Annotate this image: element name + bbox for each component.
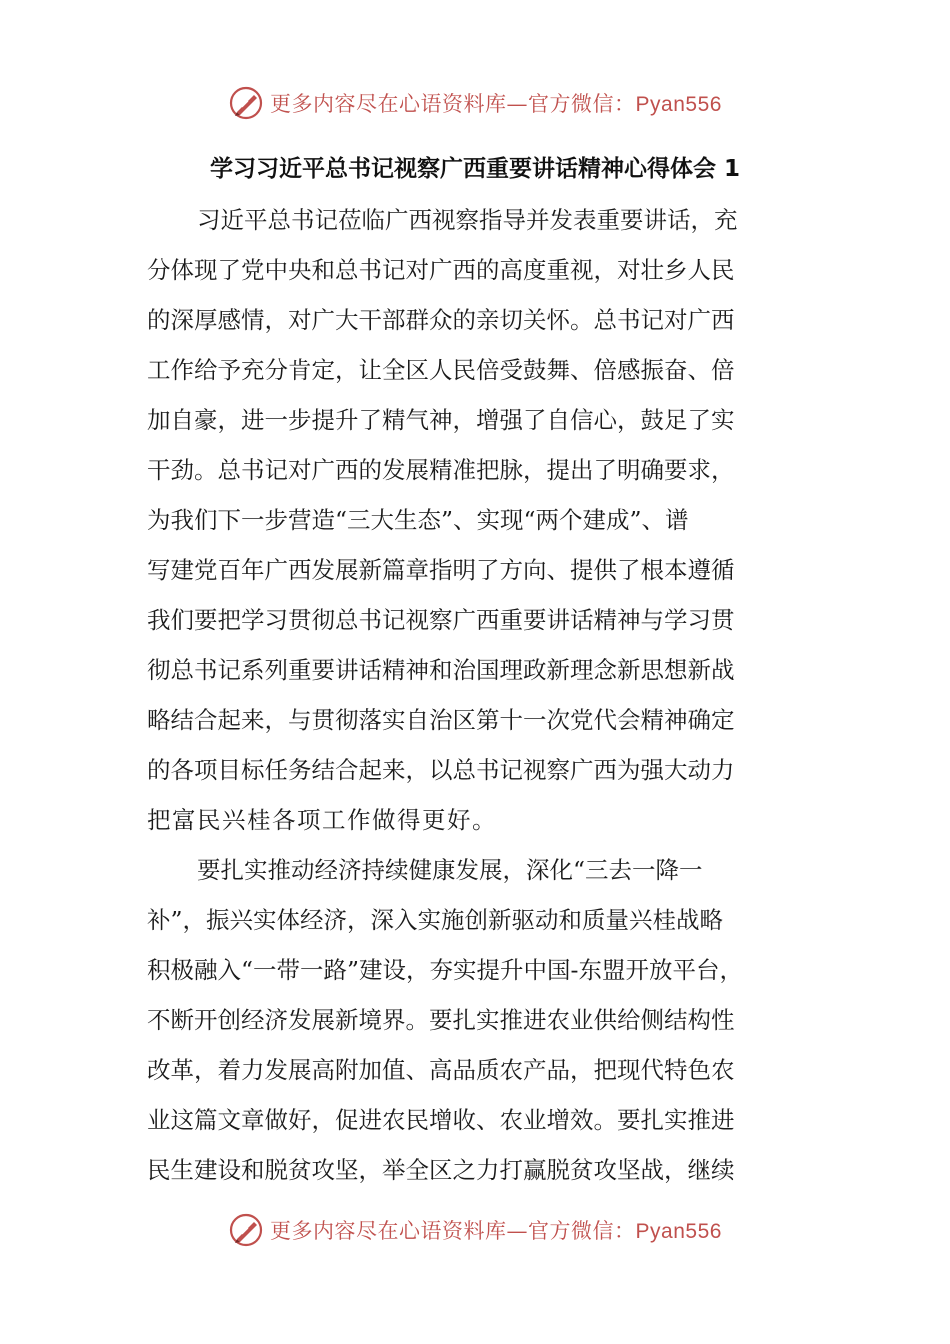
text-line: 改革，着力发展高附加值、高品质农产品，把现代特色农	[147, 1056, 735, 1084]
header-banner	[0, 83, 950, 123]
text-line: 写建党百年广西发展新篇章指明了方向、提供了根本遵循	[147, 556, 735, 584]
text-line: 习近平总书记莅临广西视察指导并发表重要讲话，充	[197, 206, 738, 234]
text-line: 分体现了党中央和总书记对广西的高度重视，对壮乡人民	[147, 256, 735, 284]
text-line: 干劲。总书记对广西的发展精准把脉，提出了明确要求，	[147, 456, 735, 484]
text-line: 业这篇文章做好，促进农民增收、农业增效。要扎实推进	[147, 1106, 735, 1134]
footer-banner	[0, 1210, 950, 1250]
pen-logo-icon	[228, 85, 264, 121]
banner-text: 更多内容尽在心语资料库—官方微信：Pyan556	[270, 92, 722, 116]
banner-text: 更多内容尽在心语资料库—官方微信：Pyan556	[270, 1219, 722, 1243]
text-line: 为我们下一步营造“三大生态”、实现“两个建成”、谱	[147, 506, 689, 534]
text-line: 工作给予充分肯定，让全区人民倍受鼓舞、倍感振奋、倍	[147, 356, 735, 384]
text-line: 积极融入“一带一路”建设，夯实提升中国-东盟开放平台，	[147, 956, 743, 984]
document-body	[147, 200, 807, 1200]
text-line: 要扎实推动经济持续健康发展，深化“三去一降一	[197, 856, 703, 884]
text-line: 加自豪，进一步提升了精气神，增强了自信心，鼓足了实	[147, 406, 735, 434]
document-title: 学习习近平总书记视察广西重要讲话精神心得体会 1	[209, 156, 740, 182]
text-line: 民生建设和脱贫攻坚，举全区之力打赢脱贫攻坚战，继续	[147, 1156, 735, 1184]
text-line: 的深厚感情，对广大干部群众的亲切关怀。总书记对广西	[147, 306, 735, 334]
text-line: 我们要把学习贯彻总书记视察广西重要讲话精神与学习贯	[147, 606, 735, 634]
text-line: 补”，振兴实体经济，深入实施创新驱动和质量兴桂战略	[147, 906, 724, 934]
text-line: 不断开创经济发展新境界。要扎实推进农业供给侧结构性	[147, 1006, 735, 1034]
text-line: 的各项目标任务结合起来，以总书记视察广西为强大动力	[147, 756, 735, 784]
text-line: 略结合起来，与贯彻落实自治区第十一次党代会精神确定	[147, 706, 735, 734]
text-line: 把富民兴桂各项工作做得更好。	[147, 806, 497, 834]
text-line: 彻总书记系列重要讲话精神和治国理政新理念新思想新战	[147, 656, 735, 684]
pen-logo-icon	[228, 1212, 264, 1248]
